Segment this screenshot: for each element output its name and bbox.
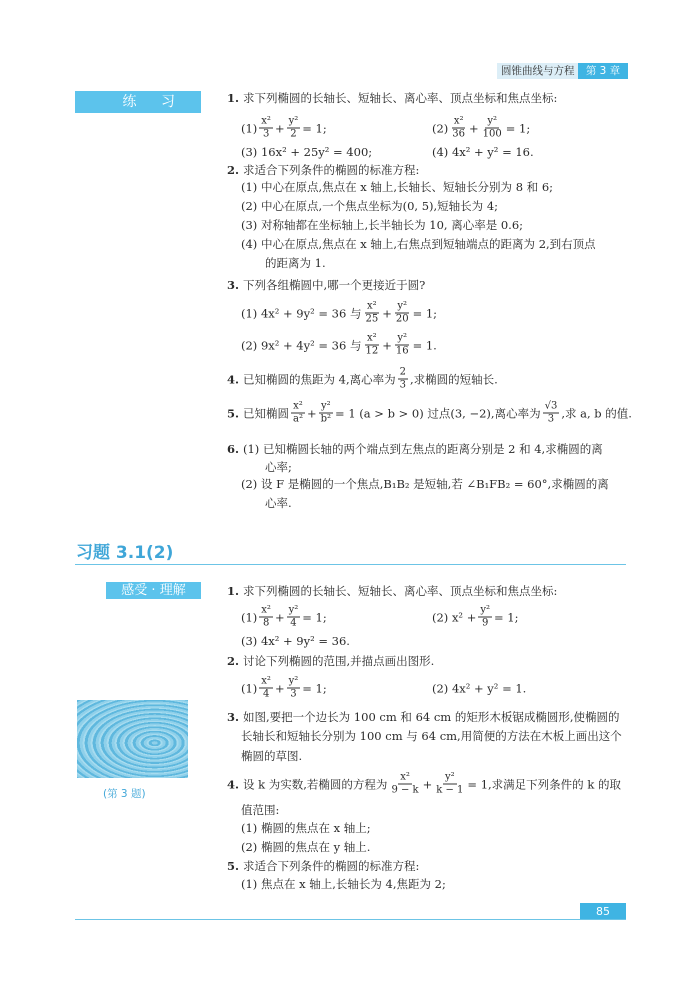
text-run: (3) 4x² + 9y² = 36. <box>241 634 350 648</box>
problem-number: 2. <box>227 654 240 668</box>
numerator: x² <box>261 675 271 687</box>
text-run: + <box>422 777 433 791</box>
problem-line <box>241 876 446 892</box>
chapter-title: 圆锥曲线与方程 <box>497 63 579 79</box>
text-run: (2) 设 F 是椭圆的一个焦点,B₁B₂ 是短轴,若 ∠B₁FB₂ = 60°,求椭圆的离 <box>241 477 609 491</box>
text-run: (1) 椭圆的焦点在 x 轴上; <box>241 821 371 835</box>
second-column <box>432 116 530 141</box>
numerator: y² <box>397 300 408 312</box>
text-run: 值范围: <box>241 803 280 817</box>
problem-line <box>241 820 371 836</box>
chapter-badge: 第 3 章 <box>578 63 628 79</box>
problem-number: 3. <box>227 710 240 724</box>
problem-line <box>227 653 435 669</box>
denominator: b² <box>320 413 332 425</box>
denominator: 36 <box>452 128 466 140</box>
problem-number: 5. <box>227 406 240 420</box>
denominator: 25 <box>365 313 379 325</box>
text-run: = 1; <box>302 121 327 135</box>
problem-line <box>241 476 609 492</box>
denominator: k − 1 <box>436 784 464 796</box>
problem-line <box>227 162 420 178</box>
fraction <box>287 116 301 141</box>
text-run: (1) <box>241 681 258 695</box>
text-run: 的距离为 1. <box>265 256 326 270</box>
denominator: 16 <box>395 345 409 357</box>
problem-line <box>241 198 498 214</box>
text-run: (1) 焦点在 x 轴上,长轴长为 4,焦距为 2; <box>241 877 446 891</box>
fraction <box>291 401 305 426</box>
text-run: 求下列椭圆的长轴长、短轴长、离心率、顶点坐标和焦点坐标: <box>243 91 558 105</box>
numerator: x² <box>453 115 464 127</box>
fraction <box>259 676 273 701</box>
problem-line <box>265 255 326 271</box>
numerator: √3 <box>544 400 558 412</box>
exercise-label: 练 习 <box>122 94 185 110</box>
text-run: 已知椭圆的焦距为 4,离心率为 <box>243 372 396 386</box>
denominator: 4 <box>262 688 270 700</box>
text-run: (4) 中心在原点,焦点在 x 轴上,右焦点到短轴端点的距离为 2,到右顶点 <box>241 237 596 251</box>
text-run: 下列各组椭圆中,哪一个更接近于圆? <box>243 278 426 292</box>
text-run: = 1; <box>494 610 519 624</box>
text-run: 讨论下列椭圆的范围,并描点画出图形. <box>243 654 435 668</box>
numerator: y² <box>397 332 408 344</box>
problem-line <box>227 858 420 874</box>
problem-line <box>227 366 498 392</box>
section-title: 习题 3.1(2) <box>76 543 174 563</box>
text-run: (1) <box>241 610 258 624</box>
problem-line <box>227 709 620 725</box>
text-run: 求下列椭圆的长轴长、短轴长、离心率、顶点坐标和焦点坐标: <box>243 584 558 598</box>
text-run: (4) 4x² + y² = 16. <box>432 145 534 159</box>
denominator: 3 <box>290 688 297 700</box>
problem-number: 6. <box>227 442 240 456</box>
problem-number: 3. <box>227 278 240 292</box>
text-run: (2) 中心在原点,一个焦点坐标为(0, 5),短轴长为 4; <box>241 199 499 213</box>
fraction <box>394 333 411 358</box>
problem-number: 2. <box>227 163 240 177</box>
problem-line <box>241 236 596 252</box>
fraction <box>287 605 301 630</box>
problem-line <box>241 333 437 358</box>
text-run: (2) <box>432 121 449 135</box>
text-run: (2) x² + <box>432 610 477 624</box>
text-run: (1) 已知椭圆长轴的两个端点到左焦点的距离分别是 2 和 4,求椭圆的离 <box>243 442 603 456</box>
text-run: 椭圆的草图. <box>241 749 303 763</box>
homework-label: 感受 · 理解 <box>106 582 201 599</box>
numerator: y² <box>445 771 455 783</box>
text-run: = 1,求满足下列条件的 k 的取 <box>467 777 621 791</box>
denominator: 9 − k <box>391 784 419 796</box>
text-run: = 1; <box>505 121 531 135</box>
fraction <box>398 367 408 392</box>
fraction <box>287 676 301 701</box>
numerator: x² <box>367 332 377 344</box>
text-run: = 1; <box>302 610 327 624</box>
numerator: x² <box>367 300 377 312</box>
fraction <box>319 401 333 426</box>
text-run: 已知椭圆 <box>243 406 289 420</box>
text-run: (2) 9x² + 4y² = 36 与 <box>241 338 362 352</box>
text-run: + <box>382 338 392 352</box>
fraction <box>363 301 380 326</box>
problem-line <box>241 748 302 764</box>
numerator: 2 <box>399 366 407 378</box>
second-column <box>432 145 534 159</box>
problem-line <box>227 771 621 797</box>
text-run: = 1; <box>412 306 438 320</box>
denominator: a² <box>293 413 303 425</box>
section-divider <box>75 564 626 565</box>
numerator: y² <box>288 604 299 616</box>
wood-board-figure <box>77 700 188 778</box>
problem-line <box>241 634 350 648</box>
numerator: x² <box>261 115 271 127</box>
denominator: 3 <box>547 413 555 425</box>
text-run: 求适合下列条件的椭圆的标准方程: <box>243 859 420 873</box>
second-column <box>432 681 526 695</box>
figure-caption: (第 3 题) <box>103 788 146 800</box>
text-run: ,求椭圆的短轴长. <box>410 372 498 386</box>
numerator: y² <box>321 400 331 412</box>
problem-line <box>241 675 527 701</box>
text-run: = 1 (a > b > 0) 过点(3, −2),离心率为 <box>335 406 541 420</box>
text-run: (2) 椭圆的焦点在 y 轴上. <box>241 840 371 854</box>
fraction <box>389 772 420 797</box>
text-run: (3) 16x² + 25y² = 400; <box>241 145 373 159</box>
text-run: 心率; <box>265 460 292 474</box>
denominator: 8 <box>262 617 270 629</box>
problem-line <box>241 604 519 630</box>
problem-line <box>227 277 426 293</box>
denominator: 4 <box>290 617 297 629</box>
problem-line <box>265 495 292 511</box>
denominator: 20 <box>395 313 409 325</box>
page-number: 85 <box>580 903 626 920</box>
denominator: 9 <box>481 617 489 629</box>
text-run: (1) <box>241 121 258 135</box>
problem-line <box>227 400 632 426</box>
text-run: = 1; <box>302 681 327 695</box>
denominator: 12 <box>365 345 379 357</box>
problem-number: 4. <box>227 777 240 791</box>
text-run: ,求 a, b 的值. <box>561 406 632 420</box>
numerator: y² <box>480 604 491 616</box>
numerator: y² <box>487 115 498 127</box>
problem-line <box>227 441 603 457</box>
problem-line <box>241 217 523 233</box>
problem-number: 1. <box>227 91 240 105</box>
problem-number: 1. <box>227 584 240 598</box>
text-run: + <box>306 406 317 420</box>
problem-line <box>241 301 437 326</box>
fraction <box>478 605 492 630</box>
fraction <box>259 605 273 630</box>
fraction <box>543 401 560 426</box>
denominator: 2 <box>290 128 297 140</box>
problem-line <box>227 90 558 106</box>
denominator: 3 <box>262 128 270 140</box>
problem-line <box>265 459 292 475</box>
text-run: 长轴长和短轴长分别为 100 cm 与 64 cm,用简便的方法在木板上画出这个 <box>241 729 622 743</box>
numerator: x² <box>293 400 303 412</box>
problem-line <box>241 839 370 855</box>
problem-number: 4. <box>227 372 240 386</box>
text-run: (1) 中心在原点,焦点在 x 轴上,长轴长、短轴长分别为 8 和 6; <box>241 180 554 194</box>
problem-line <box>227 583 558 599</box>
fraction <box>394 301 411 326</box>
text-run: + <box>382 306 392 320</box>
problem-line <box>241 728 622 744</box>
problem-line <box>241 802 279 818</box>
fraction <box>450 116 467 141</box>
exercise-label-box <box>75 91 201 113</box>
footer-divider <box>75 919 626 920</box>
text-run: (3) 对称轴都在坐标轴上,长半轴长为 10, 离心率是 0.6; <box>241 218 524 232</box>
text-run: + <box>274 121 285 135</box>
denominator: 3 <box>399 379 407 391</box>
text-run: (2) 4x² + y² = 1. <box>432 681 527 695</box>
text-run: + <box>274 681 285 695</box>
fraction <box>434 772 465 797</box>
fraction <box>481 116 504 141</box>
text-run: = 1. <box>412 338 437 352</box>
numerator: y² <box>288 115 299 127</box>
denominator: 100 <box>482 128 502 140</box>
text-run: 设 k 为实数,若椭圆的方程为 <box>243 777 388 791</box>
text-run: + <box>274 610 285 624</box>
text-run: 心率. <box>265 496 292 510</box>
text-run: 如图,要把一个边长为 100 cm 和 64 cm 的矩形木板锯成椭圆形,使椭圆的 <box>243 710 620 724</box>
problem-number: 5. <box>227 859 240 873</box>
fraction <box>259 116 273 141</box>
numerator: x² <box>400 771 410 783</box>
text-run: (1) 4x² + 9y² = 36 与 <box>241 306 362 320</box>
text-run: + <box>469 121 479 135</box>
problem-line <box>241 145 534 159</box>
second-column <box>432 605 519 630</box>
numerator: y² <box>288 675 299 687</box>
fraction <box>363 333 380 358</box>
numerator: x² <box>261 604 271 616</box>
problem-line <box>241 115 531 141</box>
text-run: 求适合下列条件的椭圆的标准方程: <box>243 163 420 177</box>
problem-line <box>241 179 553 195</box>
